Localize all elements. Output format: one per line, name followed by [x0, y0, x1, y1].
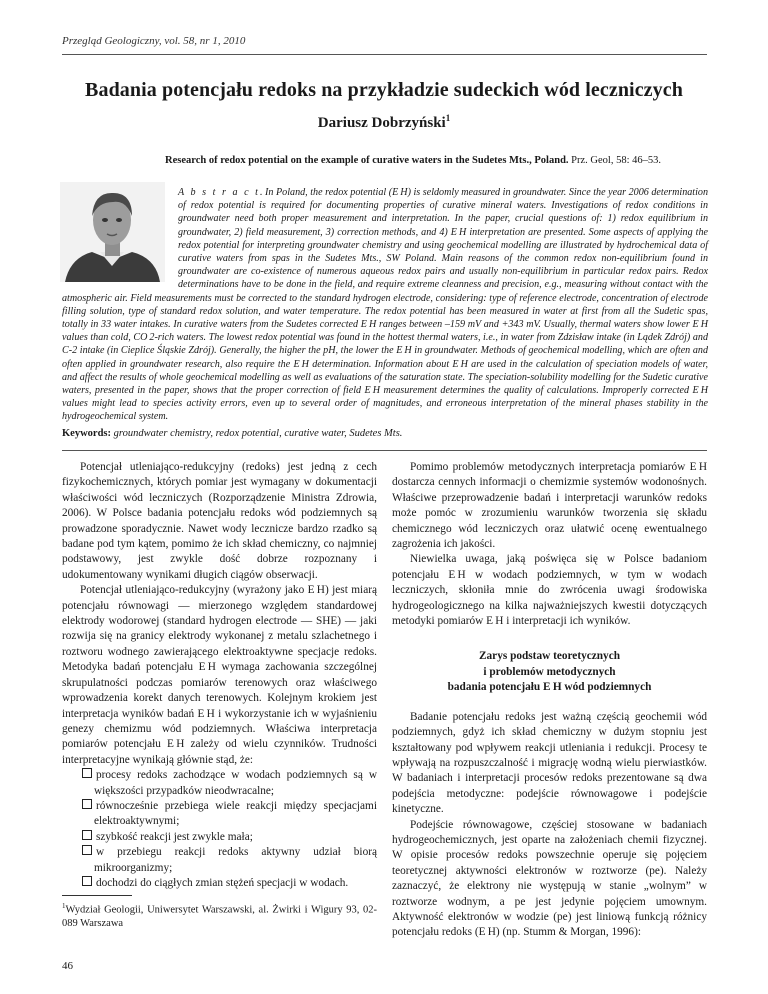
page-number: 46 [62, 960, 73, 972]
list-item [62, 799, 377, 830]
section-heading-line-1: Zarys podstaw teoretycznych [479, 650, 620, 663]
checkbox-bullet-icon [82, 799, 92, 809]
list-item [62, 845, 377, 876]
header-rule [62, 54, 707, 55]
abstract-label: A b s t r a c t [178, 187, 260, 198]
right-column [392, 460, 707, 941]
footnote-text: Wydział Geologii, Uniwersytet Warszawski, al. Żwirki i Wigury 93, 02-089 Warszawa [62, 904, 377, 930]
checkbox-bullet-icon [82, 876, 92, 886]
abstract [62, 186, 708, 424]
article-title: Badania potencjału redoks na przykładzie sudeckich wód leczniczych [85, 79, 683, 101]
right-paragraph-4: Podejście równowagowe, częściej stosowane w badaniach hydrogeochemicznych, jest oparte na założeniach chemii fizycznej. W opisie procesów redoks powszechnie operuje się pojęciem teoretycznej aktywności elektronów w roztworze (pe). Należy zaznaczyć, że elektrony nie występują w stanie „wolnym” w roztworze wodnym, a pe jest jedynie pojęciem umownym. Aktywność elektronów w wodzie (pe) jest liniową funkcją różnicy potencjału redoks (E H) (np. Stumm & Morgan, 1996): [392, 818, 707, 939]
list-item [62, 876, 377, 891]
english-citation: Prz. Geol, 58: 46–53. [571, 155, 661, 166]
english-title-text: Research of redox potential on the example of curative waters in the Sudetes Mts., Poland. [165, 155, 569, 166]
list-item-text: równocześnie przebiega wiele reakcji między specjacjami elektroaktywnymi; [94, 799, 377, 828]
footnote-mark: 1 [62, 902, 66, 910]
author-name: Dariusz Dobrzyński [317, 115, 446, 131]
list-item-text: w przebiegu reakcji redoks aktywny udział biorą mikroorganizmy; [94, 846, 377, 874]
list-item [62, 768, 377, 799]
abstract-rule [62, 450, 707, 451]
section-heading-line-2: i problemów metodycznych [483, 665, 616, 678]
checkbox-bullet-icon [82, 845, 92, 855]
list-item [62, 830, 377, 845]
keywords [62, 428, 708, 439]
left-column [62, 460, 377, 891]
checkbox-bullet-icon [82, 768, 92, 778]
section-heading-line-3: badania potencjału E H wód podziemnych [447, 681, 652, 694]
list-item-text: dochodzi do ciągłych zmian stężeń specjacji w wodach. [96, 876, 349, 889]
affiliation-footnote [62, 900, 377, 931]
abstract-photo-space [62, 186, 172, 282]
article-author [60, 113, 708, 132]
difficulties-list [62, 768, 377, 891]
footnote-rule [62, 895, 132, 896]
right-paragraph-3: Badanie potencjału redoks jest ważną częścią geochemii wód podziemnych, gdyż ich skład chemiczny w dużym stopniu jest kształtowany pod wpływem reakcji utleniania i redukcji. Procesy te wpływają na rozpuszczalność i migrację wodną wielu pierwiastków. W badaniach i interpretacji procesów redoks prezentowane są dwa podejścia metodyczne: podejście równowagowe i podejście kinetyczne. [392, 710, 707, 816]
keywords-text: groundwater chemistry, redox potential, curative water, Sudetes Mts. [113, 428, 403, 439]
author-footnote-mark: 1 [445, 113, 451, 123]
right-paragraph-1: Pomimo problemów metodycznych interpretacja pomiarów E H dostarcza cennych informacji o chemizmie systemów wodonośnych. Właściwe przeprowadzenie badań i interpretacji warunków redoks może pomóc w zrozumieniu warunków tworzenia się składu chemicznego wód leczniczych oraz ułatwić ocenę ewentualnego zagrożenia ich jakości. [392, 461, 707, 551]
right-paragraph-2: Niewielka uwaga, jaką poświęca się w Polsce badaniom potencjału E H w wodach podziemnych, w tym w wodach leczniczych, skłoniła mnie do zwrócenia uwagi środowiska hydrogeologicznego na kilka najważniejszych kwestii dotyczących metodyki pomiarów E H i interpretacji ich wyników. [392, 553, 707, 628]
left-paragraph-2: Potencjał utleniająco-redukcyjny (wyrażony jako E H) jest miarą potencjału równowagi — mierzonego względem standardowej elektrody wodorowej (standard hydrogen electrode — SHE) — jaki rozwija się na granicy elektrody wykonanej z metalu szlachetnego i roztworu wodnego zawierającego elektroaktywne specjacje redoks. Metodyka badań potencjału E H wymaga zachowania szczególnej skrupulatności podczas pomiarów terenowych oraz właściwego wprowadzenia korekt danych terenowych. Kolejnym krokiem jest interpretacja wyników badań E H i wykorzystanie ich w wyjaśnieniu genezy chemizmu wód podziemnych. Właściwa interpretacja pomiarów potencjału E H zależy od wielu czynników. Trudności interpretacyjne wynikają głównie stąd, że: [62, 584, 377, 766]
section-heading [392, 649, 707, 695]
list-item-text: procesy redoks zachodzące w wodach podziemnych są w większości przypadków nieodwracalne; [94, 769, 377, 797]
journal-header: Przegląd Geologiczny, vol. 58, nr 1, 2010 [62, 35, 246, 47]
list-item-text: szybkość reakcji jest zwykle mała; [96, 830, 253, 843]
english-title [165, 155, 710, 166]
abstract-text: . In Poland, the redox potential (E H) is seldomly measured in groundwater. Since the year 2006 determination of redox potential is required for documenting properties of curative mineral waters. Investigations of redox conditions in groundwater need both proper measurement and interpretation. In the paper, crucial questions of: 1) redox equilibrium in groundwater, 2) field measurement, 3) correction methods, and 4) E H interpretation are presented. Some aspects of applying the redox potential for interpreting groundwater chemistry and using geochemical modelling are illustrated by hydrochemical data of curative waters from spas in the Sudetes Mts., SW Poland. Main reasons of the common redox non-equilibrium found in groundwater are co-existence of numerous aqueous redox pairs and usually non-equilibrium in particular redox pairs. Redox determinations have to be done in the field, and require extreme cleanness and precision, e.g., measuring without contact with the atmospheric air. Field measurements must be corrected to the standard hydrogen electrode, considering: type of reference electrode, concentration of electrode filling solution, type of standard redox solution, and water temperature. The redox potential has been measured in water at first from all the Sudetic spas, totally in 33 water intakes. In curative waters from the Sudetes corrected E H ranges between –159 mV and +343 mV. Usually, thermal waters show lower E H values than cold, CO 2-rich waters. The lowest redox potential was found in the hottest thermal waters, i.e., in water from Zdzisław intake (in Lądek Zdrój) and C-2 intake (in Cieplice Śląskie Zdrój). Generally, the higher the pH, the lower the E H in groundwater. Methods of geochemical modelling, which are often and often applied in groundwater research, also require the E H determination. Information about E H are used in the calculation of speciation models of water, and affect the results of whole geochemical modelling as well as evaluations of the saturation state. The speciation-solubility modelling for the Sudetic curative waters, presented in the paper, shows that the proper correction of field E H measurement determines the quality of calculations. Improperly corrected E H values might lead to species activity errors, even up to several order of magnitudes, and erroneous interpretation of the mineral phases stability in the hydrogeochemical system. [62, 187, 708, 423]
keywords-label: Keywords: [62, 428, 111, 439]
checkbox-bullet-icon [82, 830, 92, 840]
left-paragraph-1: Potencjał utleniająco-redukcyjny (redoks) jest jedną z cech fizykochemicznych, których pomiar jest wymagany w dokumentacji właściwości wód leczniczych (Rozporządzenie Ministra Zdrowia, 2006). W Polsce badania potencjału redoks wód podziemnych są prowadzone sporadycznie. Nawet wody lecznicze bardzo rzadko są badane pod tym kątem, pomimo że ich skład chemiczny, co najmniej podstawowy, jest zwykle dość dobrze rozpoznany i udokumentowany wynikami długich ciągów obserwacji. [62, 461, 377, 581]
